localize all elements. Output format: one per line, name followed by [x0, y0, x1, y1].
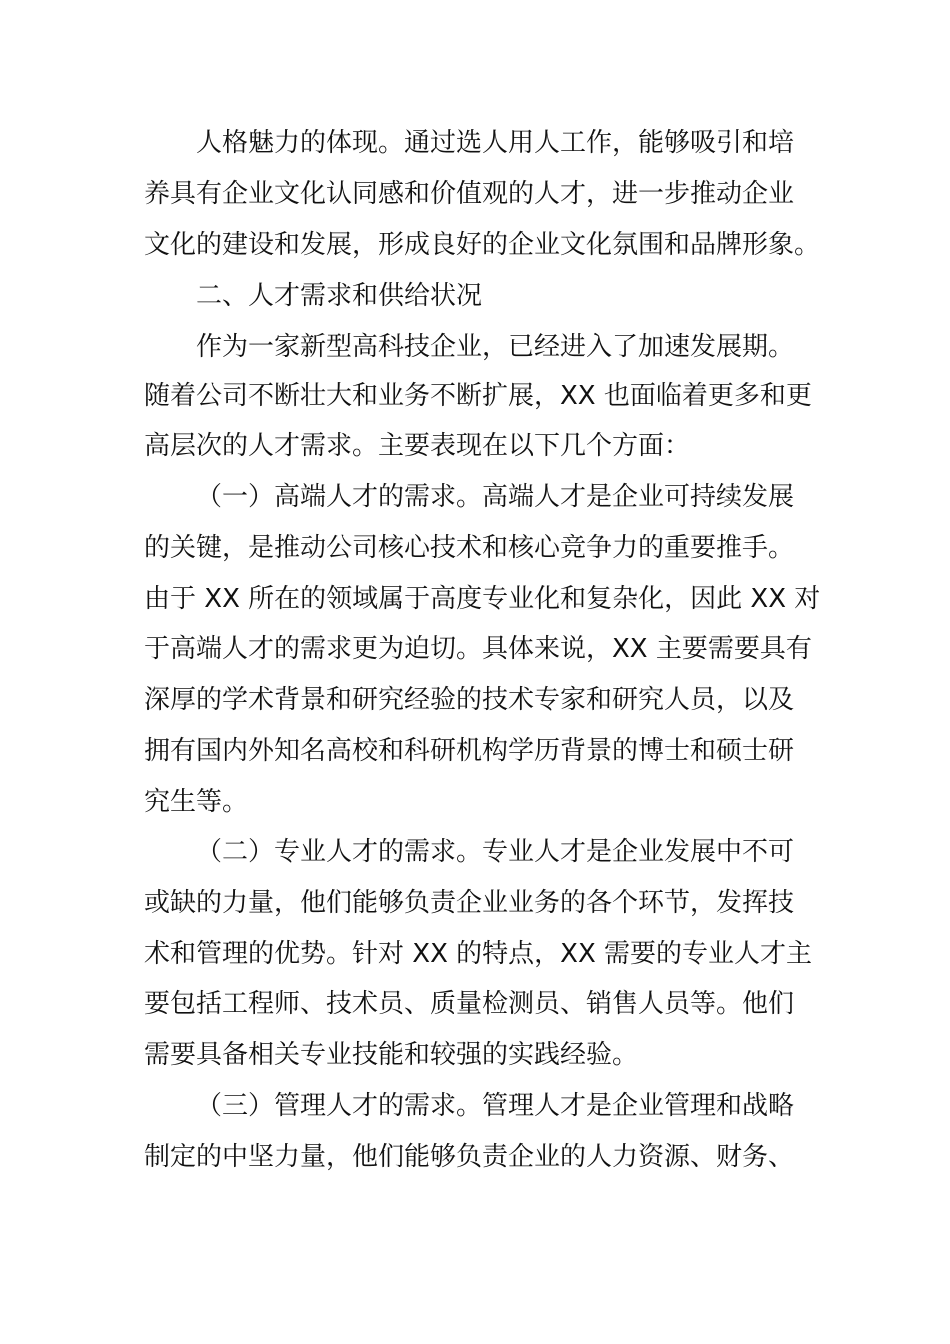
paragraph-line: 或缺的力量，他们能够负责企业业务的各个环节，发挥技: [144, 888, 795, 918]
paragraph-line: 的关键，是推动公司核心技术和核心竞争力的重要推手。: [144, 533, 795, 563]
paragraph-line: 随着公司不断壮大和业务不断扩展，XX 也面临着更多和更: [144, 381, 812, 411]
paragraph-line: 文化的建设和发展，形成良好的企业文化氛围和品牌形象。: [144, 230, 821, 260]
paragraph-line: 究生等。: [144, 787, 249, 817]
paragraph-line: 作为一家新型高科技企业，已经进入了加速发展期。: [196, 332, 795, 362]
paragraph-line: 要包括工程师、技术员、质量检测员、销售人员等。他们: [144, 989, 795, 1019]
paragraph-line: 术和管理的优势。针对 XX 的特点，XX 需要的专业人才主: [144, 939, 813, 969]
paragraph-line: 需要具备相关专业技能和较强的实践经验。: [144, 1040, 639, 1070]
paragraph-line: 深厚的学术背景和研究经验的技术专家和研究人员，以及: [144, 685, 795, 715]
paragraph-line: 人格魅力的体现。通过选人用人工作，能够吸引和培: [196, 128, 795, 158]
paragraph-line: （二）专业人才的需求。专业人才是企业发展中不可: [196, 837, 795, 867]
paragraph-line: 于高端人才的需求更为迫切。具体来说，XX 主要需要具有: [144, 634, 812, 664]
section-heading: 二、人才需求和供给状况: [196, 281, 483, 311]
paragraph-line: 拥有国内外知名高校和科研机构学历背景的博士和硕士研: [144, 736, 795, 766]
paragraph-line: 养具有企业文化认同感和价值观的人才，进一步推动企业: [144, 179, 795, 209]
paragraph-line: 制定的中坚力量，他们能够负责企业的人力资源、财务、: [144, 1142, 795, 1172]
paragraph-line: （一）高端人才的需求。高端人才是企业可持续发展: [196, 482, 795, 512]
paragraph-line: 高层次的人才需求。主要表现在以下几个方面：: [144, 431, 691, 461]
paragraph-line: （三）管理人才的需求。管理人才是企业管理和战略: [196, 1091, 795, 1121]
paragraph-line: 由于 XX 所在的领域属于高度专业化和复杂化，因此 XX 对: [144, 584, 821, 614]
